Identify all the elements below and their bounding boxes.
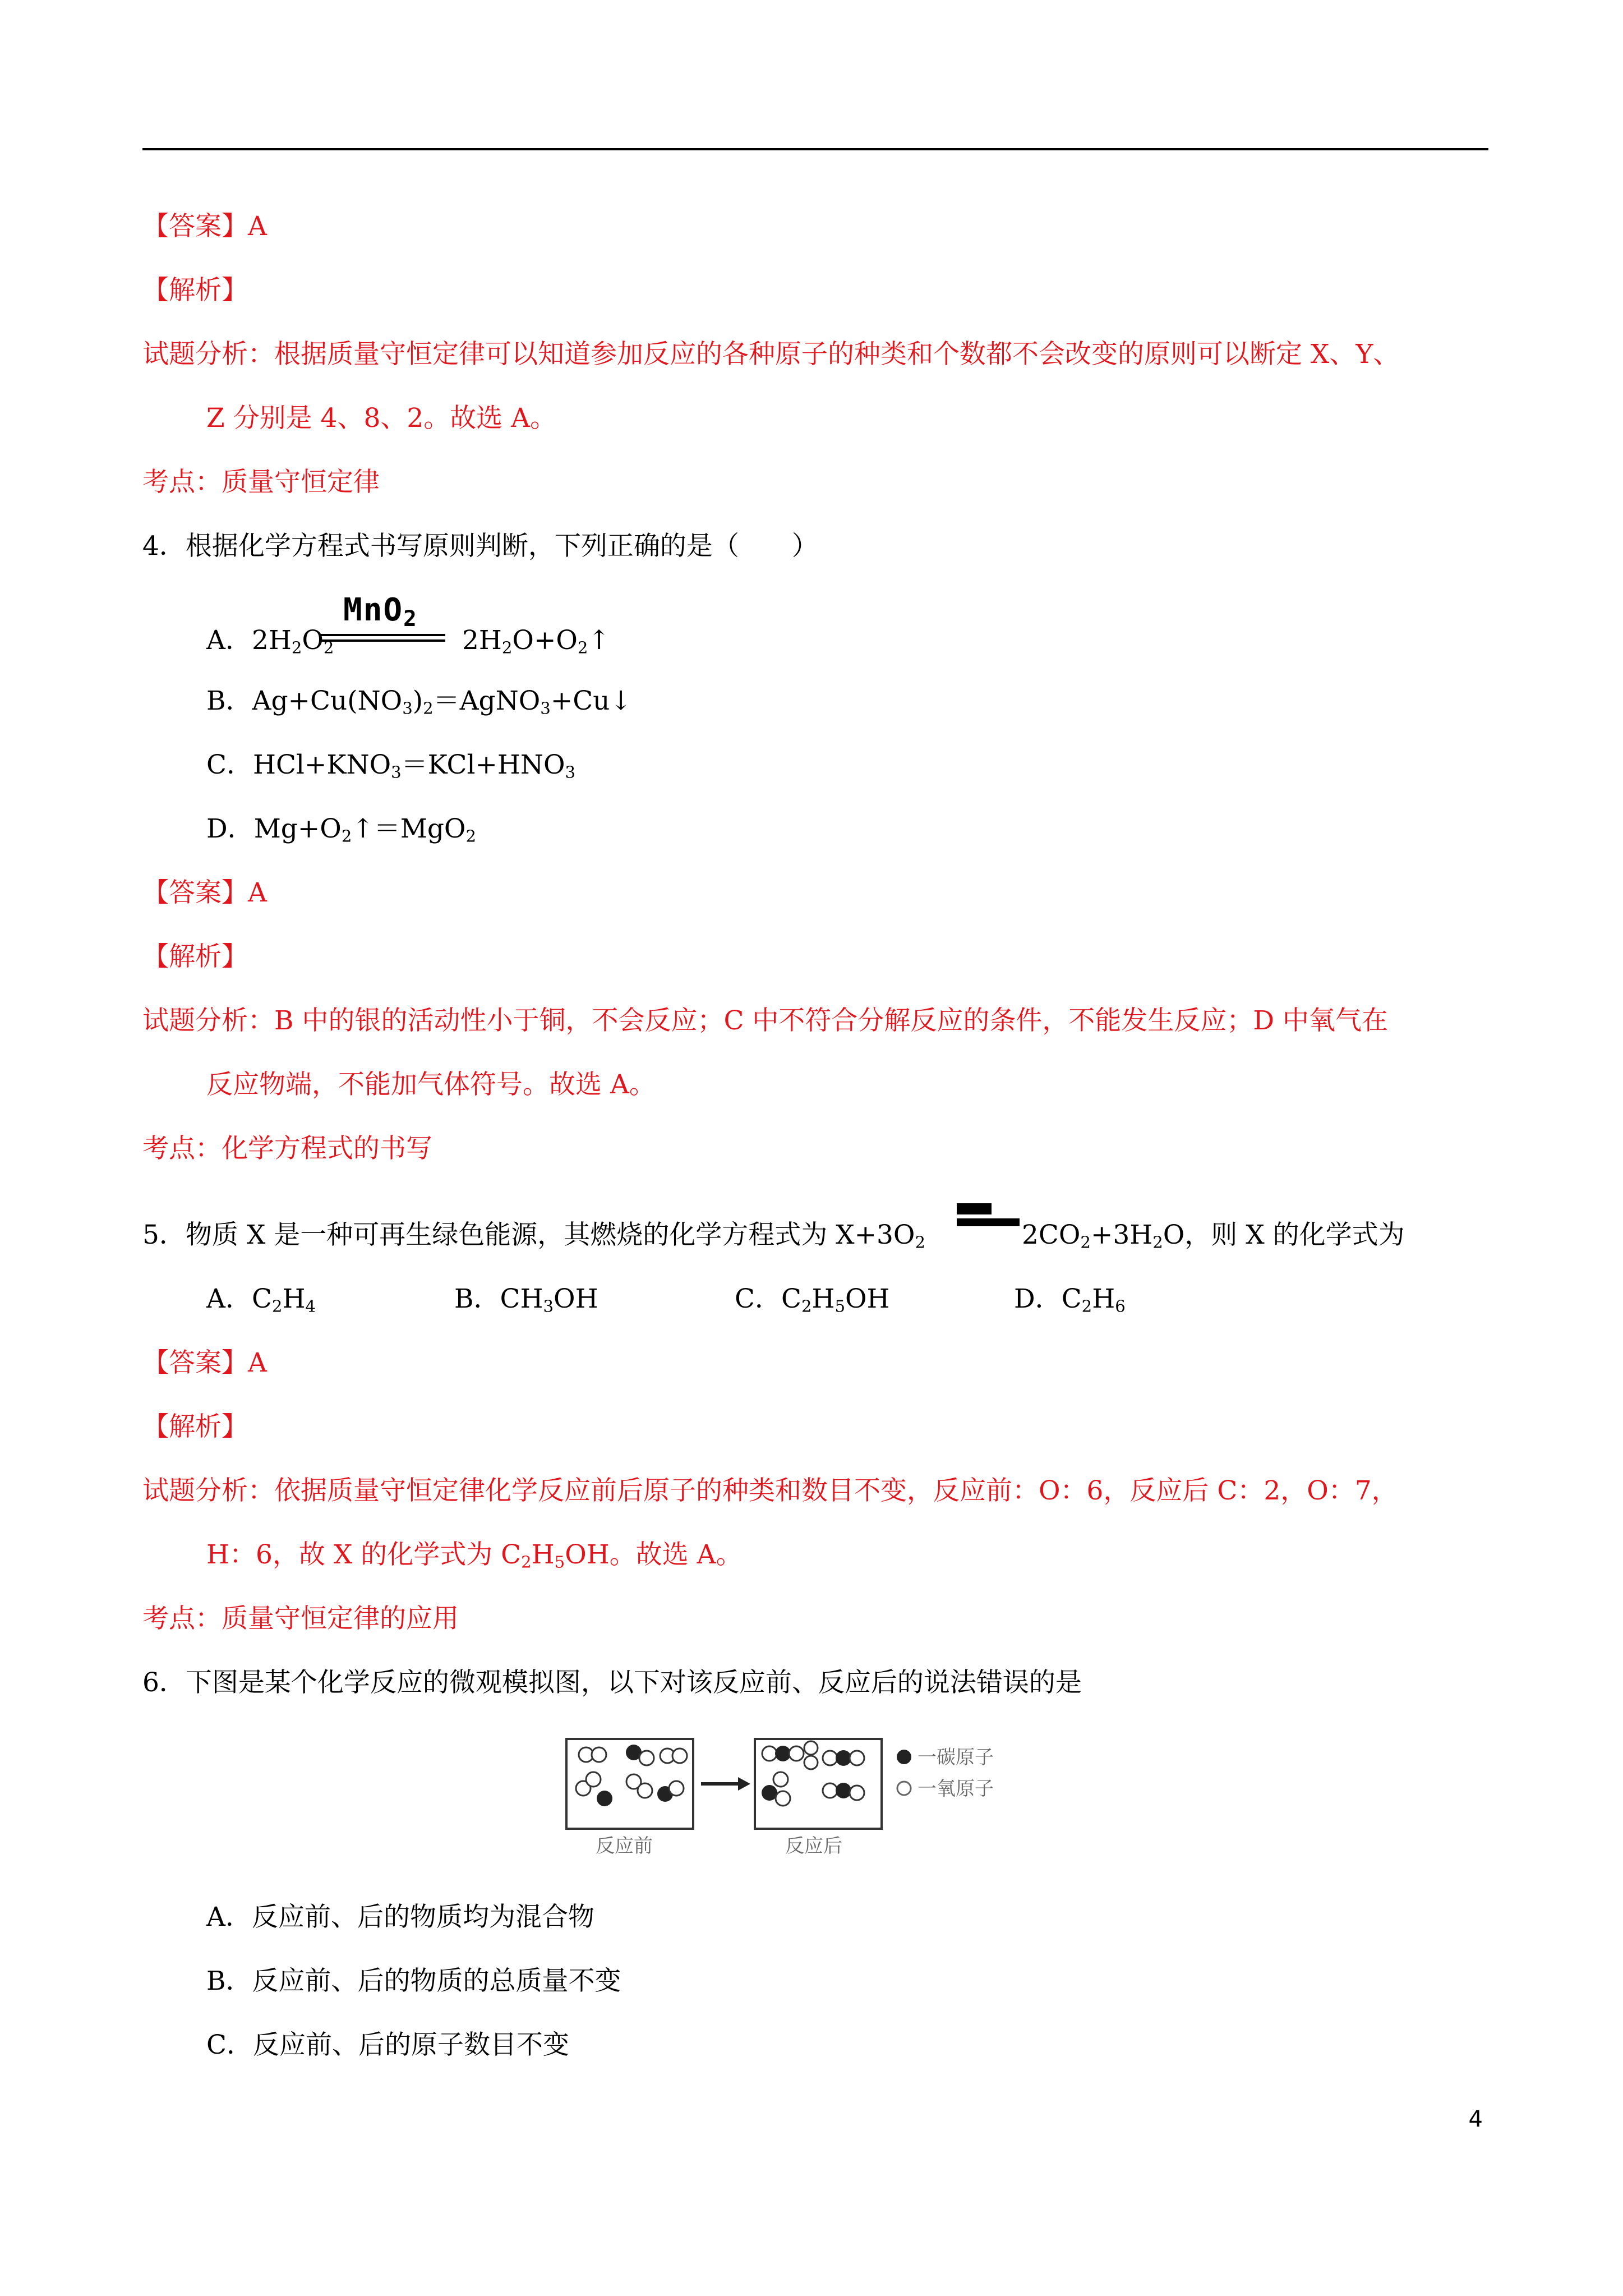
q4-reaction-double-line (321, 634, 445, 642)
reaction-micro-diagram (561, 1728, 1032, 1862)
q3-analysis-heading: 【解析】 (142, 275, 248, 306)
q4-answer: 【答案】A (142, 877, 267, 908)
oxygen-atom (776, 1791, 790, 1806)
q5-analysis-line2-prefix: H：6，故 X 的化学式为 C (206, 1539, 522, 1570)
q5-stem-suffix: ，则 X 的化学式为 (1184, 1220, 1405, 1250)
q5-analysis-line2-suffix: OH。故选 A。 (565, 1539, 743, 1570)
oxygen-atom (804, 1741, 818, 1755)
q5-analysis-line2: H：6，故 X 的化学式为 $C_2H_5OH$。故选 A。 (206, 1539, 743, 1572)
q4-option-a-label: A． (206, 625, 252, 656)
q4-option-d: D．$Mg+O_2↑=MgO_2$ (206, 813, 476, 846)
q4-option-c: C．$HCl+KNO_3=KCl+HNO_3$ (206, 749, 576, 782)
q4-option-b: B．$Ag+Cu(NO_3)_2=AgNO_3+Cu↓$ (206, 685, 632, 718)
oxygen-atom (669, 1781, 684, 1796)
oxygen-atom (850, 1786, 864, 1800)
oxygen-atom (773, 1772, 788, 1787)
q6-stem: 6．下图是某个化学反应的微观模拟图，以下对该反应前、反应后的说法错误的是 (142, 1667, 1082, 1698)
legend-oxygen-icon (897, 1782, 911, 1795)
q4-stem: 4．根据化学方程式书写原则判断，下列正确的是（ ） (142, 531, 818, 562)
q6-option-b: B．反应前、后的物质的总质量不变 (206, 1966, 621, 1996)
q5-stem: 5．物质 X 是一种可再生绿色能源，其燃烧的化学方程式为 $X+3O_2$ (142, 1220, 925, 1252)
q4-option-a: A．$2H_2O_2$ (206, 625, 334, 657)
oxygen-atom (823, 1751, 837, 1765)
oxygen-atom (789, 1746, 804, 1761)
q5-stem-products: $2CO_2+3H_2O$，则 X 的化学式为 (1022, 1220, 1405, 1252)
q5-option-c: C．$C_2H_5OH$ (735, 1283, 890, 1316)
q5-reaction-sign-top (957, 1203, 992, 1214)
legend-carbon-icon (897, 1750, 911, 1764)
q3-analysis-line1: 试题分析：根据质量守恒定律可以知道参加反应的各种原子的种类和个数都不会改变的原则可以断定 X、Y、 (142, 339, 1400, 370)
oxygen-atom (592, 1747, 606, 1762)
q5-option-b-label: B． (454, 1283, 500, 1314)
q4-kaodian: 考点：化学方程式的书写 (142, 1133, 432, 1164)
q5-option-d-label: D． (1014, 1283, 1062, 1314)
q5-analysis-line1: 试题分析：依据质量守恒定律化学反应前后原子的种类和数目不变，反应前：O：6，反应后 C：2，O：7， (142, 1475, 1398, 1506)
q5-kaodian: 考点：质量守恒定律的应用 (142, 1603, 459, 1634)
oxygen-atom (823, 1783, 837, 1798)
q5-stem-prefix: 5．物质 X 是一种可再生绿色能源，其燃烧的化学方程式为 X+3O (142, 1220, 915, 1250)
legend-oxygen-label: 一氧原子 (917, 1778, 994, 1800)
page-number: 4 (1468, 2106, 1483, 2132)
q5-option-c-label: C． (735, 1283, 781, 1314)
oxygen-atom (762, 1746, 777, 1761)
q4-option-d-label: D． (206, 813, 254, 844)
q5-option-a-label: A． (206, 1283, 252, 1314)
q4-analysis-line2: 反应物端，不能加气体符号。故选 A。 (206, 1069, 656, 1100)
oxygen-atom (672, 1749, 687, 1763)
oxygen-atom (586, 1772, 601, 1787)
q5-option-b-text: $CH_3OH$ (500, 1283, 598, 1316)
q5-option-a: A．$C_2H_4$ (206, 1283, 316, 1316)
q4-option-a-products: $2H_2O+O_2↑$ (462, 625, 610, 657)
q6-option-c: C．反应前、后的原子数目不变 (206, 2030, 569, 2060)
before-label: 反应前 (596, 1835, 653, 1857)
q3-analysis-line2: Z 分别是 4、8、2。故选 A。 (206, 403, 557, 434)
q4-option-c-label: C． (206, 749, 253, 780)
oxygen-atom (639, 1751, 654, 1765)
q4-option-b-label: B． (206, 685, 252, 716)
reaction-diagram-svg (561, 1728, 1032, 1862)
q3-answer: 【答案】A (142, 211, 267, 242)
q5-analysis-heading: 【解析】 (142, 1411, 248, 1442)
carbon-atom (836, 1783, 851, 1798)
q4-analysis-line1: 试题分析：B 中的银的活动性小于铜，不会反应；C 中不符合分解反应的条件，不能发生反应；D 中氧气在 (142, 1005, 1388, 1036)
legend-carbon-label: 一碳原子 (917, 1746, 994, 1769)
oxygen-atom (850, 1751, 864, 1765)
q6-option-a: A．反应前、后的物质均为混合物 (206, 1902, 594, 1932)
carbon-atom (597, 1791, 612, 1806)
q5-reaction-sign-bar (957, 1218, 1020, 1226)
q3-kaodian: 考点：质量守恒定律 (142, 467, 380, 498)
q4-analysis-heading: 【解析】 (142, 941, 248, 972)
q5-option-d: D．$C_2H_6$ (1014, 1283, 1126, 1316)
oxygen-atom (804, 1756, 818, 1769)
q5-option-b (454, 1283, 598, 1316)
q5-answer: 【答案】A (142, 1347, 267, 1378)
after-label: 反应后 (785, 1835, 842, 1857)
q4-catalyst-mno2: MnO$_2$ (343, 592, 418, 632)
oxygen-atom (638, 1783, 652, 1798)
